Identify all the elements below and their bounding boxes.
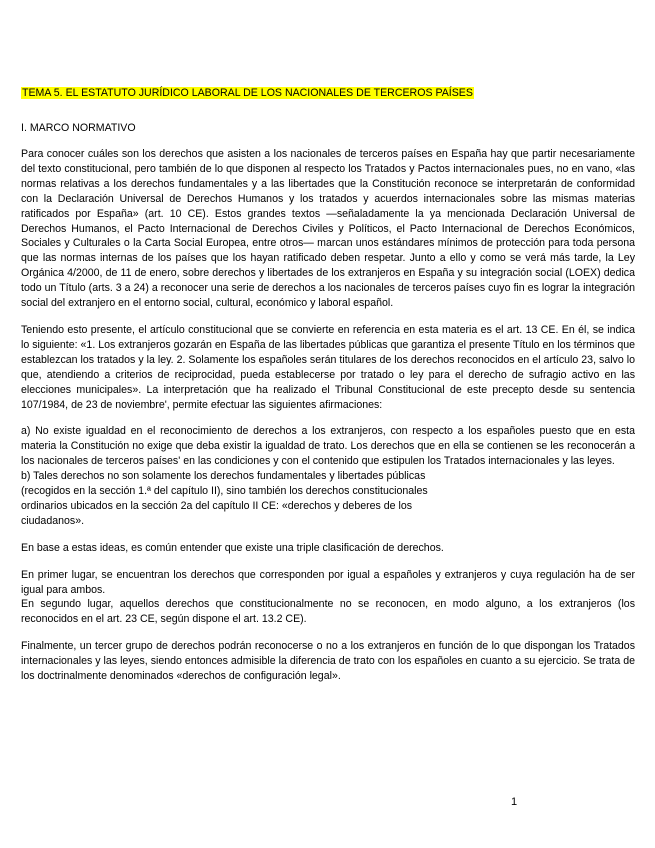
page-number: 1 <box>511 796 518 808</box>
item-b-line: ordinarios ubicados en la sección 2a del capítulo II CE: «derechos y deberes de los <box>21 499 413 512</box>
item-b-line: ciudadanos». <box>21 514 85 527</box>
paragraph-art13: Teniendo esto presente, el artículo constitucional que se convierte en referencia en esta materia es el art. 13 CE. En él, se indica lo siguiente: «1. Los extranjeros gozarán en España de las libertades públicas que garantiza el presente Título en los términos que establezcan los tratados y la ley. 2. Solamente los españoles serán titulares de los derechos reconocidos en el artículo 23, salvo lo que, atendiendo a criterios de reciprocidad, pueda establecerse por tratado o ley para el derecho de sufragio activo en las elecciones municipales». La interpretación que ha realizado el Tribunal Constitucional de este precepto desde su sentencia 107/1984, de 23 de noviembre', permite efectuar las siguientes afirmaciones: <box>21 323 635 411</box>
paragraph-third-group: Finalmente, un tercer grupo de derechos podrán reconocerse o no a los extranjeros en función de lo que dispongan los Tratados internacionales y las leyes, siendo entonces admisible la diferencia de trato con los españoles en cuanto a su ejercicio. Se trata de los doctrinalmente denominados «derechos de configuración legal». <box>21 640 635 683</box>
document-body <box>21 147 635 696</box>
document-title <box>21 86 474 100</box>
paragraph-item-b <box>21 469 635 529</box>
paragraph-first-group: En primer lugar, se encuentran los derechos que corresponden por igual a españoles y extranjeros y cuya regulación ha de ser igual para ambos. <box>21 568 635 596</box>
paragraph-classification: En base a estas ideas, es común entender que existe una triple clasificación de derechos. <box>21 541 444 554</box>
paragraph-item-a: a) No existe igualdad en el reconocimiento de derechos a los extranjeros, con respecto a los españoles puesto que en esta materia la Constitución no exige que deba existir la igualdad de trato. Los derechos que en ella se contienen se les reconocerán a los nacionales de terceros países' en las condiciones y con el contenido que estipulen los Tratados internacionales y las leyes. <box>21 425 635 468</box>
item-b-line: (recogidos en la sección 1.ª del capítulo II), sino también los derechos constitucionales <box>21 485 428 498</box>
paragraph-intro: Para conocer cuáles son los derechos que asisten a los nacionales de terceros países en España hay que partir necesariamente del texto constitucional, pero también de lo que disponen al respecto los Tratados y Pactos internacionales pues, no en vano, «las normas relativas a los derechos fundamentales y a las libertades que la Constitución reconoce se interpretarán de conformidad con la Declaración Universal de Derechos Humanos y los tratados y acuerdos internacionales sobre las mismas materias ratificados por España» (art. 10 CE). Estos grandes textos —señaladamente la ya mencionada Declaración Universal de Derechos Humanos, el Pacto Internacional de Derechos Civiles y Políticos, el Pacto Internacional de Derechos Económicos, Sociales y Culturales o la Carta Social Europea, entre otros— marcan unos estándares mínimos de protección para toda persona que las normas internas de los países que los hayan ratificado deben respetar. Junto a ello y como se verá más tarde, la Ley Orgánica 4/2000, de 11 de enero, sobre derechos y libertades de los extranjeros en España y su integración social (LOEX) dedica todo un Título (arts. 3 a 24) a reconocer una serie de derechos a los nacionales de terceros países cuyo fin es lograr la integración social del extranjero en el entorno social, cultural, económico y laboral español. <box>21 148 635 310</box>
highlighted-title-text: TEMA 5. EL ESTATUTO JURÍDICO LABORAL DE LOS NACIONALES DE TERCEROS PAÍSES <box>22 87 473 99</box>
item-b-line: b) Tales derechos no son solamente los derechos fundamentales y libertades públicas <box>21 470 426 483</box>
paragraph-second-group: En segundo lugar, aquellos derechos que constitucionalmente no se reconocen, en modo alguno, a los extranjeros (los reconocidos en el art. 23 CE, según dispone el art. 13.2 CE). <box>21 598 635 626</box>
section-heading: I. MARCO NORMATIVO <box>21 122 136 134</box>
